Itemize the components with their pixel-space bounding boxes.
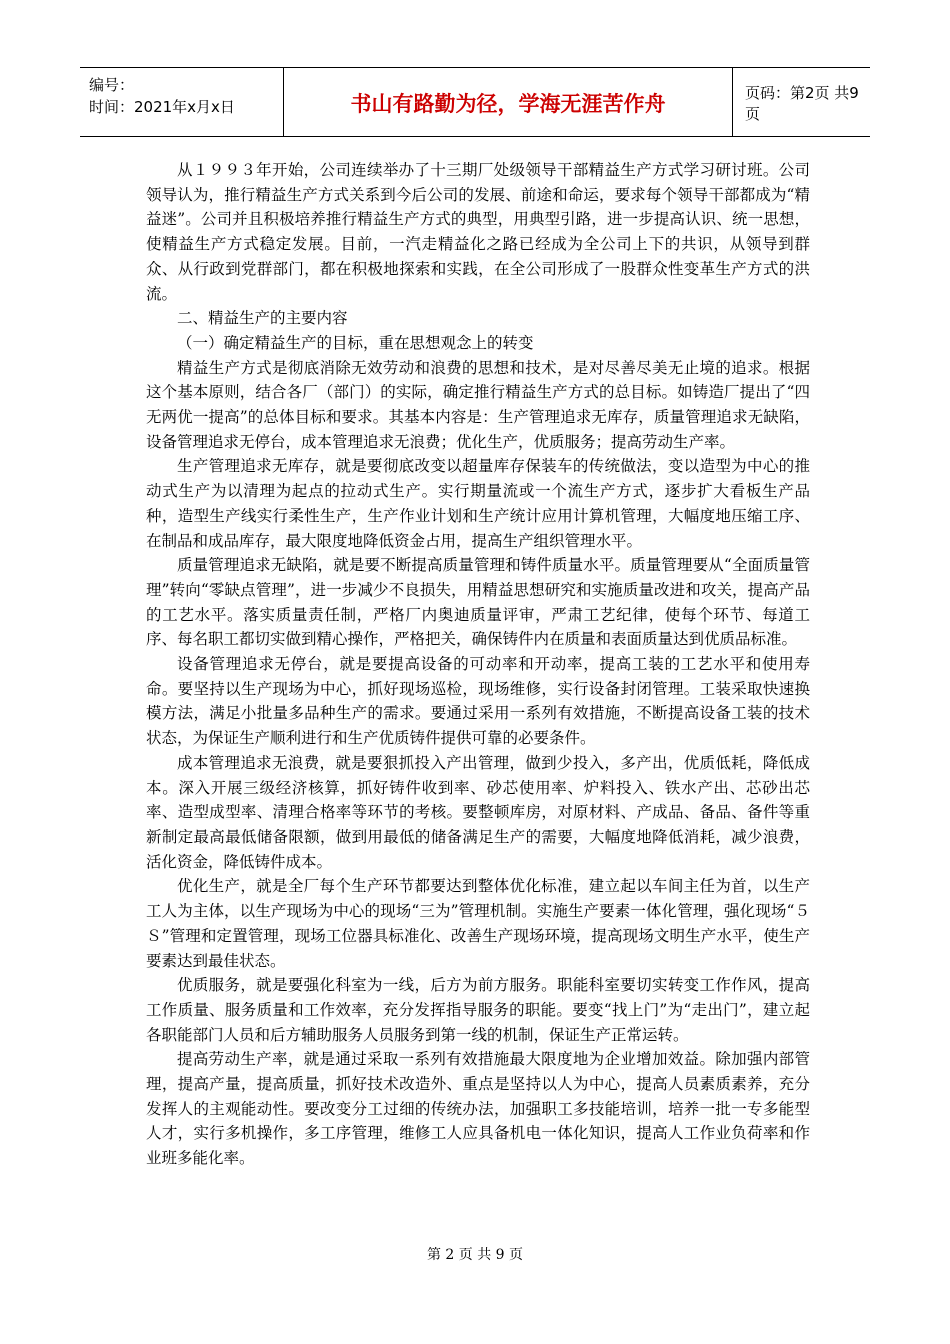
document-number-label: 编号： bbox=[89, 76, 135, 94]
header-meta bbox=[80, 68, 284, 136]
section-heading: 二、精益生产的主要内容 bbox=[177, 309, 348, 328]
paragraph-quality-service: 优质服务，就是要强化科室为一线，后方为前方服务。职能科室要切实转变工作作风，提高工作质量、服务质量和工作效率，充分发挥指导服务的职能。要变“找上门”为“走出门”，建立起各职能部门人员和后方辅助服务人员服务到第一线的机制，保证生产正常运转。 bbox=[146, 976, 810, 1044]
paragraph-production-management: 生产管理追求无库存，就是要彻底改变以超量库存保装车的传统做法，变以造型为中心的推动式生产为以清理为起点的拉动式生产。实行期量流或一个流生产方式，逐步扩大看板生产品种，造型生产线实行柔性生产，生产作业计划和生产统计应用计算机管理，大幅度地压缩工序、在制品和成品库存，最大限度地降低资金占用，提高生产组织管理水平。 bbox=[146, 457, 810, 550]
paragraph-cost-management: 成本管理追求无浪费，就是要狠抓投入产出管理，做到少投入，多产出，优质低耗，降低成本。深入开展三级经济核算，抓好铸件收到率、砂芯使用率、炉料投入、铁水产出、芯砂出芯率、造型成型率、清理合格率等环节的考核。要整顿库房，对原材料、产成品、备品、备件等重新制定最高最低储备限额，做到用最低的储备满足生产的需要，大幅度地降低消耗，减少浪费，活化资金，降低铸件成本。 bbox=[146, 753, 810, 871]
paragraph-quality-management: 质量管理追求无缺陷，就是要不断提高质量管理和铸件质量水平。质量管理要从“全面质量管理”转向“零缺点管理”，进一步减少不良损失，用精益思想研究和实施质量改进和攻关，提高产品的工艺水平。落实质量责任制，严格厂内奥迪质量评审，严肃工艺纪律，使每个环节、每道工序、每名职工都切实做到精心操作，严格把关，确保铸件内在质量和表面质量达到优质品标准。 bbox=[146, 556, 810, 649]
paragraph-intro: 从１９９３年开始，公司连续举办了十三期厂处级领导干部精益生产方式学习研讨班。公司领导认为，推行精益生产方式关系到今后公司的发展、前途和命运，要求每个领导干部都成为“精益迷”。公司并且积极培养推行精益生产方式的典型，用典型引路，进一步提高认识、统一思想，使精益生产方式稳定发展。目前，一汽走精益化之路已经成为全公司上下的共识，从领导到群众、从行政到党群部门，都在积极地探索和实践，在全公司形成了一股群众性变革生产方式的洪流。 bbox=[146, 161, 810, 303]
document-body bbox=[146, 158, 810, 1171]
header-motto: 书山有路勤为径，学海无涯苦作舟 bbox=[284, 68, 733, 136]
paragraph-equipment-management: 设备管理追求无停台，就是要提高设备的可动率和开动率，提高工装的工艺水平和使用寿命。要坚持以生产现场为中心，抓好现场巡检，现场维修，实行设备封闭管理。工装采取快速换模方法，满足小批量多品种生产的需求。要通过采用一系列有效措施，不断提高设备工装的技术状态，为保证生产顺利进行和生产优质铸件提供可靠的必要条件。 bbox=[146, 655, 810, 748]
subsection-heading: （一）确定精益生产的目标，重在思想观念上的转变 bbox=[177, 333, 534, 352]
document-date-label: 时间：2021年x月x日 bbox=[89, 98, 235, 116]
page-header bbox=[80, 67, 870, 137]
paragraph-labor-productivity: 提高劳动生产率，就是通过采取一系列有效措施最大限度地为企业增加效益。除加强内部管理，提高产量，提高质量，抓好技术改造外、重点是坚持以人为中心，提高人员素质素养，充分发挥人的主观能动性。要改变分工过细的传统办法，加强职工多技能培训，培养一批一专多能型人才，实行多机操作，多工序管理，维修工人应具备机电一体化知识，提高人工作业负荷率和作业班多能化率。 bbox=[146, 1050, 810, 1168]
paragraph-lean-goals: 精益生产方式是彻底消除无效劳动和浪费的思想和技术，是对尽善尽美无止境的追求。根据这个基本原则，结合各厂（部门）的实际，确定推行精益生产方式的总目标。如铸造厂提出了“四无两优一提高”的总体目标和要求。其基本内容是：生产管理追求无库存，质量管理追求无缺陷，设备管理追求无停台，成本管理追求无浪费；优化生产，优质服务；提高劳动生产率。 bbox=[146, 358, 810, 451]
page-footer: 第 2 页 共 9 页 bbox=[426, 1247, 524, 1263]
paragraph-optimized-production: 优化生产，就是全厂每个生产环节都要达到整体优化标准，建立起以车间主任为首，以生产工人为主体，以生产现场为中心的现场“三为”管理机制。实施生产要素一体化管理，强化现场“５Ｓ”管理和定置管理，现场工位器具标准化、改善生产现场环境，提高现场文明生产水平，使生产要素达到最佳状态。 bbox=[146, 877, 810, 970]
header-page-info: 页码：第2页 共9页 bbox=[745, 84, 859, 123]
